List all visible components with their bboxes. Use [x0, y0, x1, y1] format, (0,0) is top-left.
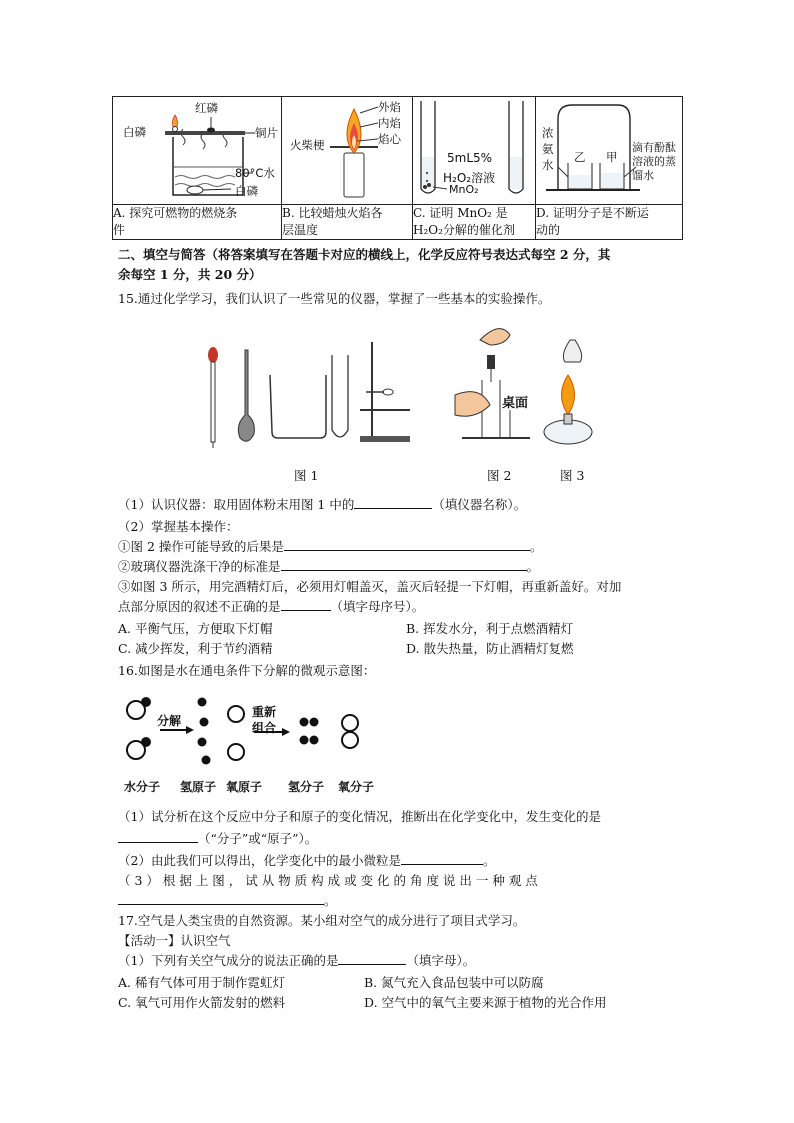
answer-blank[interactable] [284, 538, 530, 551]
q17-option-c: C. 氧气可用作火箭发射的燃料 [118, 995, 286, 1010]
oxygen-molecule-label: 氧分子 [338, 780, 375, 794]
recombine-label-1: 重新 [252, 705, 277, 719]
q16-part3b: 。 [118, 892, 337, 909]
phenolphthalein-label-3: 馏水 [632, 169, 654, 182]
q15-option-a: A. 平衡气压，方便取下灯帽 [118, 621, 273, 636]
answer-blank[interactable] [281, 598, 331, 611]
phenolphthalein-label-2: 溶液的蒸 [632, 155, 676, 168]
answer-blank[interactable] [401, 852, 483, 865]
water-molecule-label: 水分子 [124, 780, 161, 794]
q15-part1: （1）认识仪器：取用固体粉末用图 1 中的 （填仪器名称）。 [118, 497, 527, 512]
figure-d-cell [536, 97, 683, 205]
decompose-label: 分解 [157, 714, 182, 728]
section2-title-line2: 余每空 1 分，共 20 分） [118, 267, 262, 282]
inner-flame-label: 内焰 [378, 116, 401, 130]
q15-part2-3b: 点部分原因的叙述不正确的是 （填字母序号）。 [118, 599, 425, 614]
q17-option-d: D. 空气中的氧气主要来源于植物的光合作用 [364, 995, 607, 1010]
answer-blank[interactable] [354, 496, 432, 509]
q17-part1: （1）下列有关空气成分的说法正确的是 （填字母）。 [118, 953, 476, 968]
outer-flame-label: 外焰 [378, 100, 401, 114]
q15-part2-1: ①图 2 操作可能导致的后果是 。 [118, 539, 543, 554]
answer-blank[interactable] [118, 892, 324, 905]
phenolphthalein-label-1: 滴有酚酞 [632, 141, 676, 154]
desk-label: 桌面 [502, 396, 529, 411]
copper-plate-label: 铜片 [255, 126, 278, 140]
caption-d: D. 证明分子是不断运 动的 [536, 205, 683, 240]
experiment-table [112, 96, 683, 240]
figure-3-label: 图 3 [560, 468, 585, 483]
q15-part2: （2）掌握基本操作： [118, 519, 239, 534]
h2o2-solution-label: H₂O₂溶液 [443, 171, 496, 185]
flame-core-label: 焰心 [378, 132, 401, 146]
ammonia-label-3: 水 [542, 158, 554, 172]
answer-blank[interactable] [338, 952, 406, 965]
hydrogen-molecule-label: 氢分子 [288, 780, 325, 794]
q16-part1b: （“分子”或“原子”）。 [118, 830, 317, 847]
q15-option-c: C. 减少挥发，利于节约酒精 [118, 641, 273, 656]
red-phosphorus-label: 红磷 [195, 101, 218, 115]
q16-part1: （1）试分析在这个反应中分子和原子的变化情况，推断出在化学变化中，发生变化的是 [118, 809, 601, 824]
ammonia-label-2: 氨 [542, 142, 554, 156]
q15-figures [200, 320, 600, 450]
white-phosphorus-bottom-label: 白磷 [235, 184, 258, 198]
caption-b: B. 比较蜡烛火焰各 层温度 [282, 205, 413, 240]
figure-a-cell [113, 97, 282, 205]
figure-c-cell [413, 97, 536, 205]
mno2-label: MnO₂ [449, 183, 479, 196]
figure-b-cell [282, 97, 413, 205]
section2-title-line1: 二、填空与简答（将答案填写在答题卡对应的横线上，化学反应符号表达式每空 2 分，其 [118, 247, 611, 262]
q17-activity-title: 【活动一】认识空气 [118, 933, 231, 948]
beaker-jia-label: 甲 [606, 150, 618, 164]
figure-1-label: 图 1 [294, 468, 319, 483]
q16-part3: （ 3 ） 根 据 上 图 ， 试 从 物 质 构 成 或 变 化 的 角 度 说 出 一 种 观 点 [118, 873, 538, 888]
white-phosphorus-label: 白磷 [123, 125, 146, 139]
beaker-yi-label: 乙 [574, 150, 586, 164]
hot-water-label: 80°C水 [235, 166, 275, 180]
caption-a: A. 探究可燃物的燃烧条 件 [113, 205, 282, 240]
q15-option-b: B. 挥发水分，利于点燃酒精灯 [406, 621, 574, 636]
recombine-label-2: 组合 [252, 721, 277, 735]
q17-option-a: A. 稀有气体可用于制作霓虹灯 [118, 975, 285, 990]
answer-blank[interactable] [281, 558, 527, 571]
q15-part2-2: ②玻璃仪器洗涤干净的标准是 。 [118, 559, 540, 574]
q17-option-b: B. 氮气充入食品包装中可以防腐 [364, 975, 544, 990]
match-stick-label: 火柴梗 [290, 138, 325, 152]
hydrogen-atom-label: 氢原子 [180, 780, 217, 794]
figure-2-label: 图 2 [487, 468, 512, 483]
caption-c: C. 证明 MnO₂ 是 H₂O₂分解的催化剂 [413, 205, 536, 240]
solution-volume-label: 5mL5% [447, 151, 493, 165]
ammonia-label-1: 浓 [542, 126, 554, 140]
q15-stem: 15.通过化学学习，我们认识了一些常见的仪器，掌握了一些基本的实验操作。 [118, 291, 551, 306]
q17-stem: 17.空气是人类宝贵的自然资源。某小组对空气的成分进行了项目式学习。 [118, 913, 526, 928]
q15-part2-3: ③如图 3 所示，用完酒精灯后，必须用灯帽盖灭，盖灭后轻提一下灯帽，再重新盖好。对加 [118, 579, 622, 594]
q15-option-d: D. 散失热量，防止酒精灯复燃 [406, 641, 574, 656]
answer-blank[interactable] [118, 830, 198, 843]
q16-part2: （2）由此我们可以得出，化学变化中的最小微粒是 。 [118, 853, 496, 868]
oxygen-atom-label: 氧原子 [226, 780, 263, 794]
q16-stem: 16.如图是水在通电条件下分解的微观示意图： [118, 663, 376, 678]
